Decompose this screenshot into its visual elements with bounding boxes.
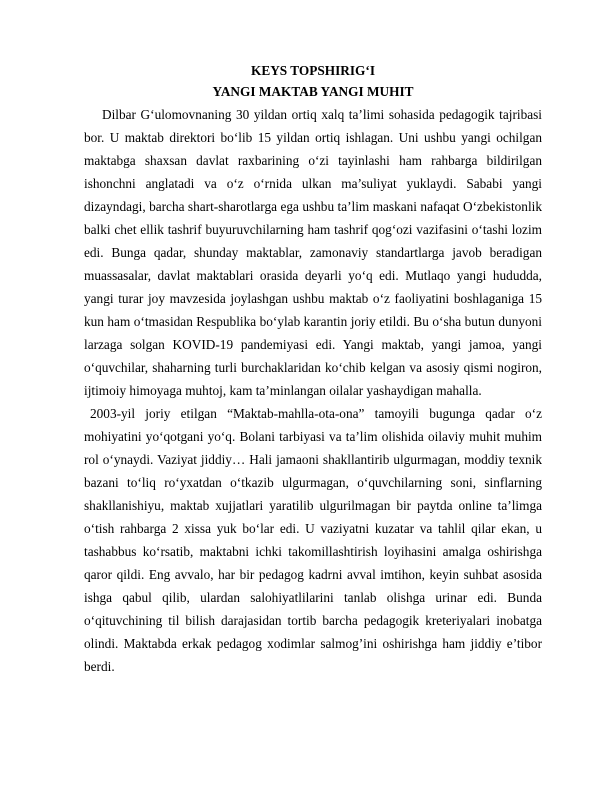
document-subtitle: YANGI MAKTAB YANGI MUHIT — [212, 84, 414, 99]
paragraph: 2003-yil joriy etilgan “Maktab-mahlla-ota-ona” tamoyili bugunga qadar o‘z mohiyatini yo‘qotgani yo‘q. Bolani tarbiyasi va ta’lim olishida oilaviy muhit muhim rol o‘ynaydi. Vaziyat jiddiy… Hali jamaoni shakllantirib ulgurmagan, moddiy texnik bazani to‘liq ro‘yxatdan o‘tkazib ulgurmagan, o‘quvchilarning soni, sinflarning shakllanishiyu, maktab xujjatlari yaratilib ulgurilmagan bir paytda online ta’limga o‘tish rahbarga 2 xissa yuk bo‘lar edi. U vaziyatni kuzatar va tahlil qilar ekan, u tashabbus ko‘rsatib, maktabni ichki takomillashtirish loyihasini amalga oshirishga qaror qildi. Eng avvalo, har bir pedagog kadrni avval imtihon, keyin suhbat asosida ishga qabul qilib, ulardan salohiyatlilarini tanlab olishga urinar edi. Bunda o‘qituvchining til bilish darajasidan tortib barcha pedagogik kreteriyalari inobatga olindi. Maktabda erkak pedagog xodimlar salmog’ini oshirishga ham jiddiy e’tibor berdi. — [84, 406, 542, 674]
paragraph: Dilbar G‘ulomovnaning 30 yildan ortiq xalq ta’limi sohasida pedagogik tajribasi bor. U maktab direktori bo‘lib 15 yildan ortiq ishlagan. Uni ushbu yangi ochilgan maktabga shaxsan davlat raxbarining o‘zi tayinlashi ham rahbarga bildirilgan ishonchni anglatadi va o‘z o‘rnida ulkan ma’suliyat yuklaydi. Sababi yangi dizayndagi, barcha shart-sharotlarga ega ushbu ta’lim maskani nafaqat O‘zbekistonlik balki chet ellik tashrif buyuruvchilarning ham tashrif qog‘ozi vazifasini o‘tashi lozim edi. Bunga qadar, shunday maktablar, zamonaviy standartlarga javob beradigan muassasalar, davlat maktablari orasida deyarli yo‘q edi. Mutlaqo yangi hududda, yangi turar joy mavzesida joylashgan ushbu maktab o‘z faoliyatini boshlaganiga 15 kun ham o‘tmasidan Respublika bo‘ylab karantin joriy etildi. Bu o‘sha butun dunyoni larzaga solgan KOVID-19 pandemiyasi edi. Yangi maktab, yangi jamoa, yangi o‘quvchilar, shaharning turli burchaklaridan ko‘chib kelgan va asosiy qismi nogiron, ijtimoiy himoyaga muhtoj, kam ta’minlangan oilalar yashaydigan mahalla. — [84, 107, 542, 398]
document-page — [84, 60, 542, 678]
document-title: KEYS TOPSHIRIG‘I — [250, 63, 376, 78]
